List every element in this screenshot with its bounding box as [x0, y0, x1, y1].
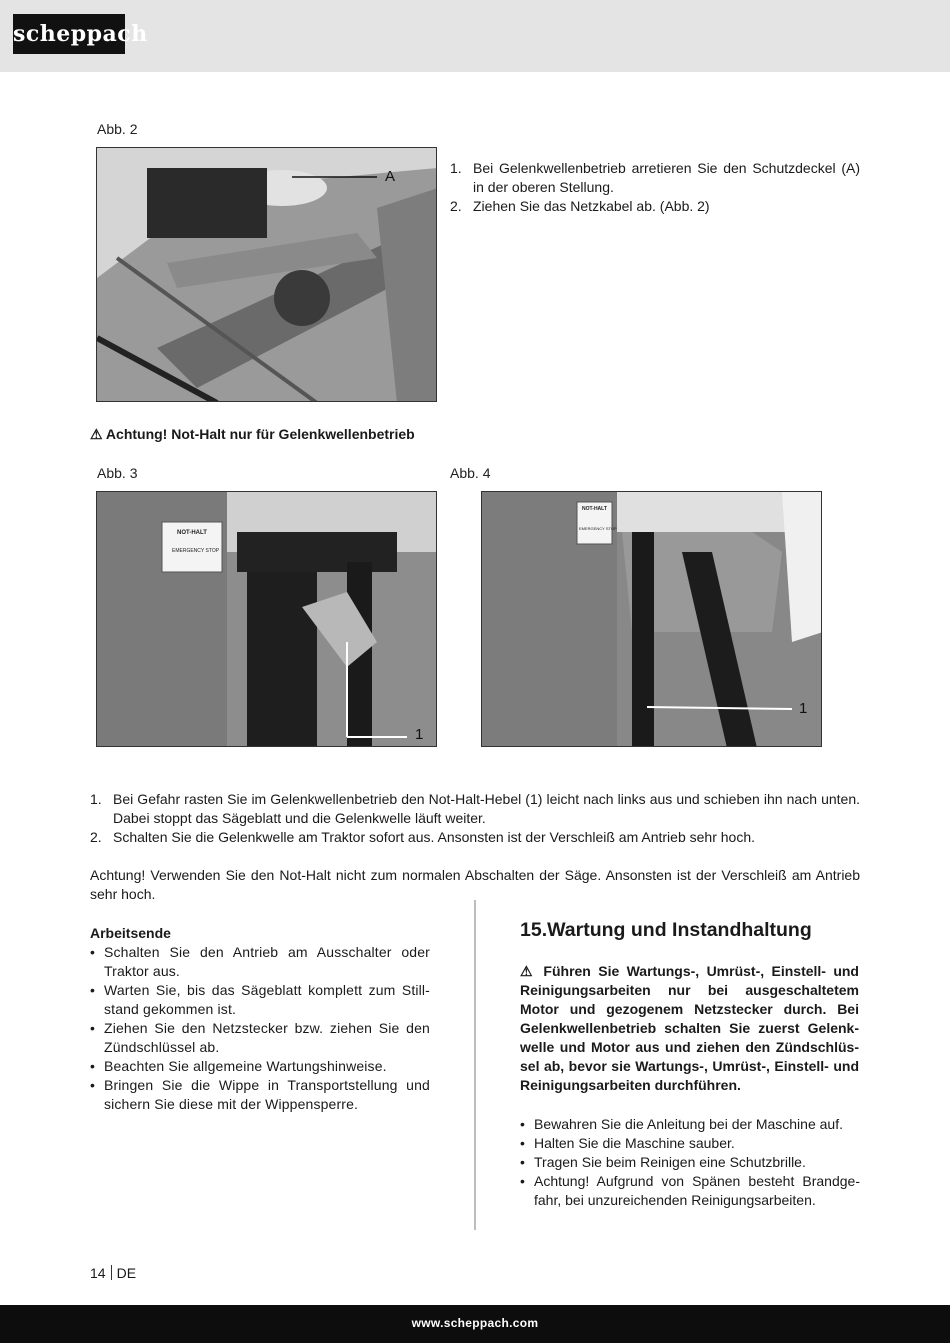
- bullet-icon: •: [90, 982, 96, 998]
- page-separator: [111, 1265, 112, 1280]
- list-text: Tragen Sie beim Reinigen eine Schutzbrille.: [534, 1154, 806, 1170]
- list-number: 2.: [450, 198, 462, 214]
- list-text: Ziehen Sie den Netzstecker bzw. ziehen Sie den Zündschlüssel ab.: [104, 1020, 430, 1055]
- section-title: 15.Wartung und Instandhaltung: [520, 919, 812, 941]
- callout-1: 1: [415, 726, 424, 743]
- list-text: Schalten Sie die Gelenkwelle am Traktor sofort aus. Ansonsten ist der Verschleiß am Antrieb sehr hoch.: [113, 829, 755, 845]
- column-divider: [474, 900, 476, 1230]
- sticker-sub: EMERGENCY STOP: [579, 526, 617, 531]
- figure-drawing-abb3: [97, 492, 437, 747]
- page-language: DE: [116, 1265, 137, 1281]
- bullet-icon: •: [520, 1154, 525, 1170]
- figure-drawing-abb4: [482, 492, 822, 747]
- list-number: 1.: [450, 160, 462, 176]
- warning-heading: ⚠ Achtung! Not-Halt nur für Gelenkwellenbetrieb: [90, 426, 415, 442]
- steps-top-list: [450, 159, 860, 216]
- list-item: [450, 159, 860, 197]
- figure-label-abb2: Abb. 2: [97, 121, 138, 137]
- list-text: Warten Sie, bis das Sägeblatt komplett zum Still-stand gekommen ist.: [104, 982, 430, 1017]
- figure-image-abb2: [96, 147, 437, 402]
- list-text: Beachten Sie allgemeine Wartungshinweise.: [104, 1058, 387, 1074]
- sticker-title: NOT-HALT: [177, 530, 207, 536]
- page-number-value: 14: [90, 1265, 106, 1281]
- warning-paragraph: Achtung! Verwenden Sie den Not-Halt nicht zum normalen Abschalten der Säge. Ansonsten ist der Verschleiß am Antrieb sehr hoch.: [90, 867, 860, 902]
- list-text: Bei Gefahr rasten Sie im Gelenkwellenbetrieb den Not-Halt-Hebel (1) leicht nach links aus und schieben ihn nach unten. Dabei stoppt das Sägeblatt und die Gelenkwelle läuft weiter.: [113, 791, 860, 826]
- list-text: Ziehen Sie das Netzkabel ab. (Abb. 2): [473, 198, 710, 214]
- sticker-title: NOT-HALT: [582, 506, 607, 512]
- figure-drawing-abb2: [97, 148, 437, 402]
- list-text: Bei Gelenkwellenbetrieb arretieren Sie den Schutzdeckel (A) in der oberen Stellung.: [473, 160, 860, 195]
- footer-url[interactable]: www.scheppach.com: [411, 1316, 539, 1330]
- page-number: [90, 1265, 136, 1281]
- list-text: Bringen Sie die Wippe in Transportstellung und sichern Sie diese mit der Wippensperre.: [104, 1077, 430, 1112]
- list-item: [520, 1115, 860, 1134]
- bullet-icon: •: [90, 1020, 96, 1036]
- list-number: 1.: [90, 791, 102, 807]
- figure-image-abb3: [96, 491, 437, 747]
- callout-a: A: [385, 168, 396, 185]
- bullet-icon: •: [90, 1077, 96, 1093]
- list-item: [90, 1076, 430, 1114]
- bullet-icon: •: [90, 1058, 96, 1074]
- sticker-sub: EMERGENCY STOP: [172, 548, 220, 554]
- bullet-icon: •: [520, 1135, 525, 1151]
- list-item: [90, 1019, 430, 1057]
- arbeitsende-heading: Arbeitsende: [90, 925, 171, 941]
- callout-1: 1: [799, 700, 808, 717]
- list-item: [90, 828, 860, 847]
- list-item: [90, 981, 430, 1019]
- list-item: [520, 1172, 860, 1210]
- list-item: [520, 1134, 860, 1153]
- list-number: 2.: [90, 829, 102, 845]
- steps-middle-list: [90, 790, 860, 847]
- bullet-icon: •: [520, 1116, 525, 1132]
- list-text: Bewahren Sie die Anleitung bei der Maschine auf.: [534, 1116, 843, 1132]
- arbeitsende-list: [90, 943, 430, 1114]
- bullet-icon: •: [520, 1173, 525, 1189]
- figure-label-abb4: Abb. 4: [450, 465, 491, 481]
- list-item: [520, 1153, 860, 1172]
- list-text: Schalten Sie den Antrieb am Ausschalter oder Traktor aus.: [104, 944, 430, 979]
- list-item: [90, 1057, 430, 1076]
- figure-label-abb3: Abb. 3: [97, 465, 138, 481]
- figure-image-abb4: [481, 491, 822, 747]
- list-item: [90, 943, 430, 981]
- maintenance-warning: ⚠ Führen Sie Wartungs-, Umrüst-, Einstell- und Reinigungsarbeiten nur bei ausgeschaltetem Motor und gezogenem Netzstecker durch. Bei Gelenkwellenbetrieb schalten Sie zuerst Gelenk-welle und Motor aus und ziehen den Zündschlüs-sel ab, bevor sie Wartungs-, Umrüst-, Einstell- und Reinigungsarbeiten durchführen.: [520, 963, 859, 1093]
- list-item: [450, 197, 860, 216]
- list-item: [90, 790, 860, 828]
- list-text: Halten Sie die Maschine sauber.: [534, 1135, 735, 1151]
- bullet-icon: •: [90, 944, 96, 960]
- list-text: Achtung! Aufgrund von Spänen besteht Brandge-fahr, bei unzureichenden Reinigungsarbeiten.: [534, 1173, 860, 1208]
- brand-logo: scheppach: [13, 14, 125, 54]
- wartung-list: [520, 1115, 860, 1210]
